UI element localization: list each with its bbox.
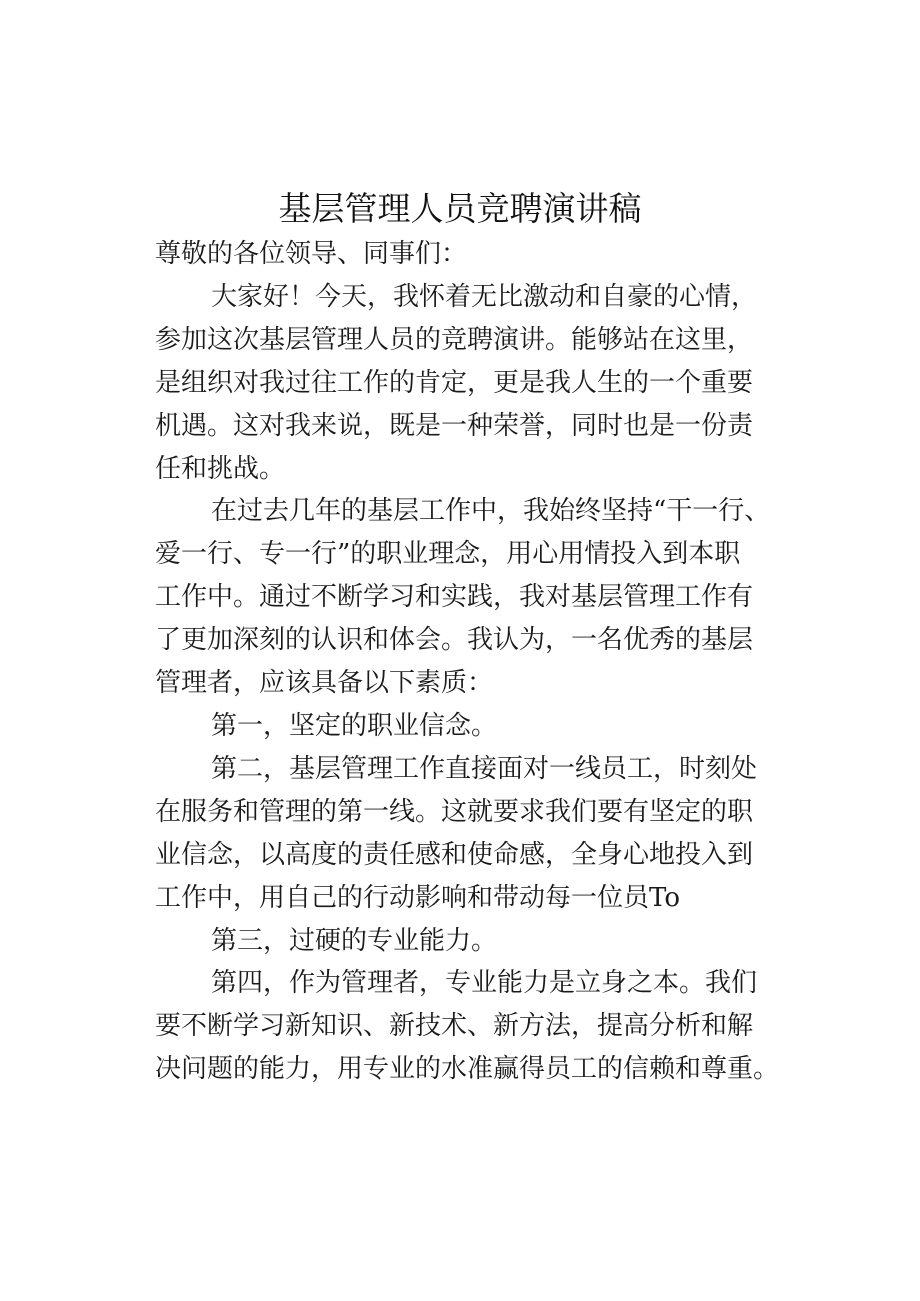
paragraph-line: 决问题的能力，用专业的水准赢得员工的信赖和尊重。	[155, 1054, 780, 1085]
paragraph-line: 机遇。这对我来说，既是一种荣誉，同时也是一份责	[155, 410, 754, 441]
paragraph-line: 了更加深刻的认识和体会。我认为，一名优秀的基层	[155, 625, 754, 656]
paragraph-line: 管理者，应该具备以下素质：	[155, 668, 494, 699]
paragraph-line: 在服务和管理的第一线。这就要求我们要有坚定的职	[155, 796, 754, 827]
paragraph-line: 大家好！今天，我怀着无比激动和自豪的心情，	[211, 281, 758, 312]
paragraph-line: 参加这次基层管理人员的竞聘演讲。能够站在这里，	[155, 324, 754, 355]
paragraph-line: 第一，坚定的职业信念。	[211, 710, 498, 741]
paragraph-line: 第三，过硬的专业能力。	[211, 925, 498, 956]
document-body	[155, 233, 780, 1091]
paragraph-line: 工作中。通过不断学习和实践，我对基层管理工作有	[155, 582, 754, 613]
paragraph-line: 第四，作为管理者，专业能力是立身之本。我们	[211, 968, 758, 999]
paragraph-line: 业信念，以高度的责任感和使命感，全身心地投入到	[155, 839, 754, 870]
paragraph-line: 是组织对我过往工作的肯定，更是我人生的一个重要	[155, 367, 754, 398]
paragraph-line: 任和挑战。	[155, 453, 286, 484]
paragraph-line: 工作中，用自己的行动影响和带动每一位员To	[155, 882, 680, 913]
paragraph-line: 要不断学习新知识、新技术、新方法，提高分析和解	[155, 1011, 754, 1042]
paragraph-line: 爱一行、专一行”的职业理念，用心用情投入到本职	[155, 539, 741, 570]
salutation-line: 尊敬的各位领导、同事们：	[155, 239, 468, 269]
paragraph-line: 在过去几年的基层工作中，我始终坚持“干一行、	[211, 496, 771, 527]
paragraph-line: 第二，基层管理工作直接面对一线员工，时刻处	[211, 753, 758, 784]
document-title: 基层管理人员竞聘演讲稿	[278, 189, 642, 228]
